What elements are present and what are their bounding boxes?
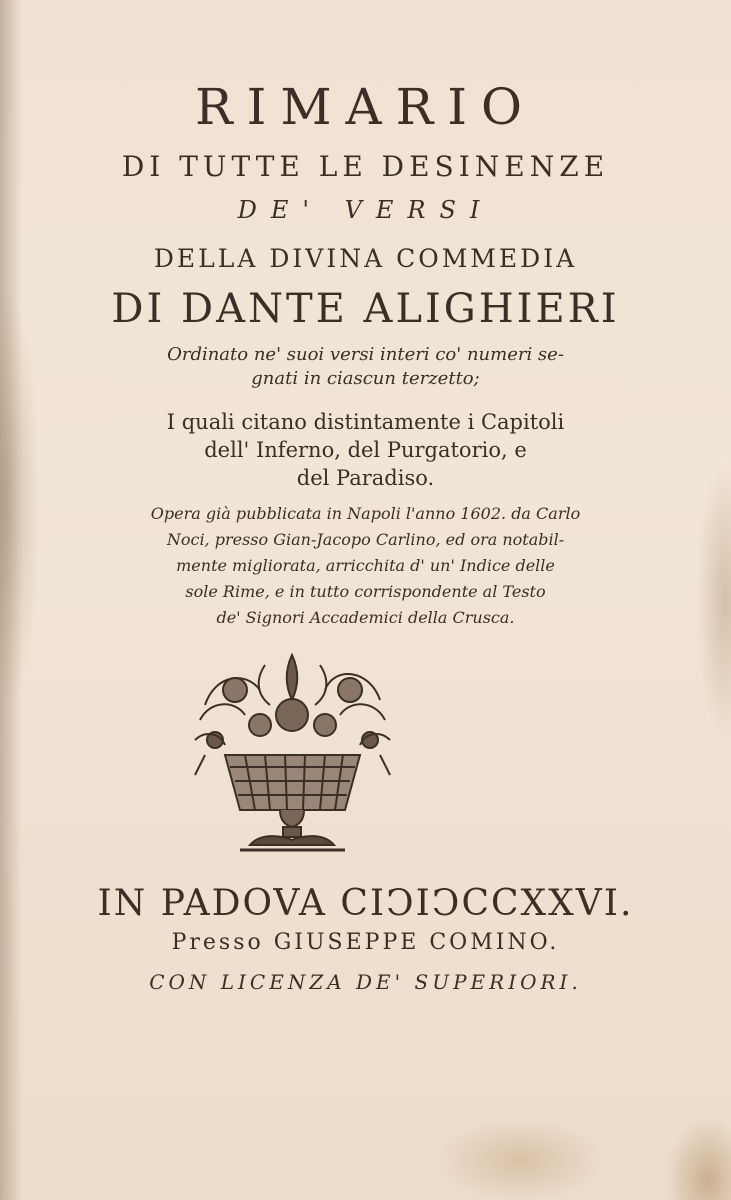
citano-line: del Paradiso. xyxy=(296,466,435,490)
opera-line: sole Rime, e in tutto corrispondente al Testo xyxy=(185,582,546,601)
citano-line: I quali citano distintamente i Capitoli xyxy=(166,410,565,434)
ordinato-line: Ordinato ne' suoi versi interi co' numeri se- xyxy=(167,344,564,365)
imprint-city: IN PADOVA CIϽIϽCCXXVI. xyxy=(97,883,634,924)
book-title: RIMARIO xyxy=(194,78,537,136)
flower-basket-ornament xyxy=(185,645,400,860)
opera-line: mente migliorata, arricchita d' un' Indice delle xyxy=(176,556,555,575)
page-gutter xyxy=(0,0,22,1200)
opera-line: Opera già pubblicata in Napoli l'anno 1602. da Carlo xyxy=(150,504,581,523)
subtitle-commedia: DELLA DIVINA COMMEDIA xyxy=(153,244,578,273)
opera-line: Noci, presso Gian-Jacopo Carlino, ed ora notabil- xyxy=(166,530,565,549)
printer-name: Presso GIUSEPPE COMINO. xyxy=(171,930,560,955)
author-name: DI DANTE ALIGHIERI xyxy=(111,286,620,332)
license-line: CON LICENZA DE' SUPERIORI. xyxy=(149,970,582,994)
ordinato-line: gnati in ciascun terzetto; xyxy=(251,368,480,389)
citano-line: dell' Inferno, del Purgatorio, e xyxy=(204,438,527,462)
opera-line: de' Signori Accademici della Crusca. xyxy=(216,608,515,627)
subtitle-versi: DE' VERSI xyxy=(237,196,494,224)
subtitle-desinenze: DI TUTTE LE DESINENZE xyxy=(121,150,610,183)
